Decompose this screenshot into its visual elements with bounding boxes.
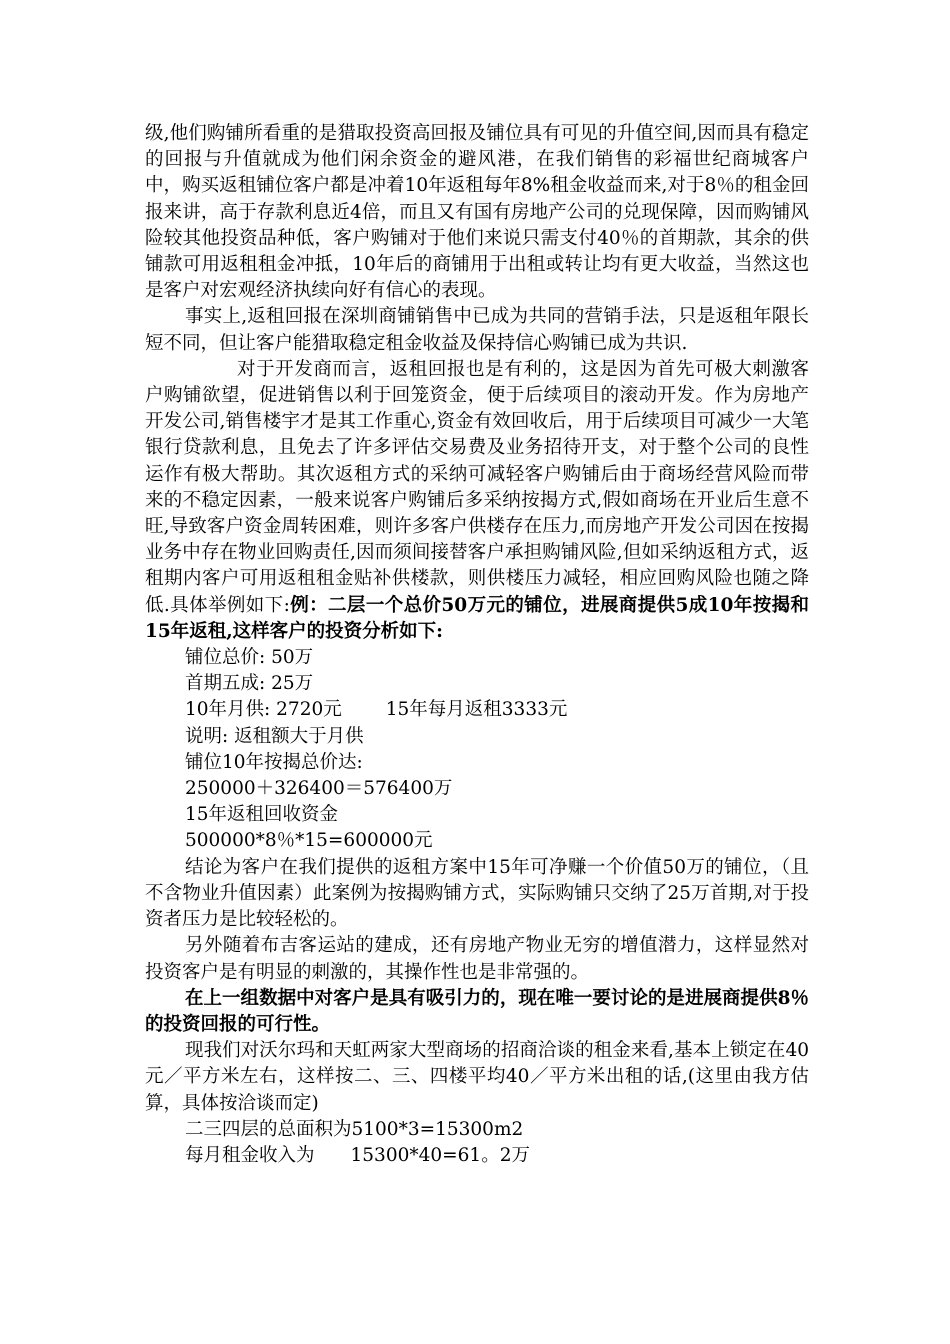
example-payment-row <box>145 697 809 723</box>
example-rent-back-label: 15年返租回收资金 <box>185 804 339 826</box>
area-monthly-income-label: 每月租金收入为 <box>185 1144 315 1166</box>
document-page <box>145 121 809 1169</box>
example-mortgage-total-label: 铺位10年按揭总价达: <box>185 751 363 773</box>
area-monthly-income-row <box>145 1143 809 1169</box>
paragraph-developer-benefit <box>145 357 809 645</box>
example-heading: 例：二层一个总价50万元的铺位，进展商提供5成10年按揭和15年返租,这样客户的投资分析如下: <box>145 594 809 642</box>
paragraph-market-practice: 事实上,返租回报在深圳商铺销售中已成为共同的营销手法，只是返租年限长短不同，但让客户能猎取稳定租金收益及保持信心购铺已成为共识. <box>145 306 809 354</box>
example-note: 说明: 返租额大于月供 <box>185 725 364 747</box>
example-total-price: 铺位总价: 50万 <box>185 647 314 669</box>
area-monthly-income-value: 15300*40=61。2万 <box>350 1144 530 1166</box>
area-total: 二三四层的总面积为5100*3=15300m2 <box>185 1118 524 1140</box>
example-mortgage-total-formula: 250000＋326400＝576400万 <box>185 778 453 800</box>
paragraph-investor-motivation: 级,他们购铺所看重的是猎取投资高回报及铺位具有可见的升值空间,因而具有稳定的回报与升值就成为他们闲余资金的避风港，在我们销售的彩福世纪商城客户中，购买返租铺位客户都是冲着10年返租每年8%租金收益而来,对于8％的租金回报来讲，高于存款利息近4倍，而且又有国有房地产公司的兑现保障，因而购铺风险较其他投资品种低，客户购铺对于他们来说只需支付40％的首期款，其余的供铺款可用返租租金冲抵，10年后的商铺用于出租或转让均有更大收益，当然这也是客户对宏观经济执续向好有信心的表现。 <box>145 123 809 302</box>
example-monthly-rent-back: 15年每月返租3333元 <box>385 699 568 721</box>
paragraph-feasibility-heading: 在上一组数据中对客户是具有吸引力的，现在唯一要讨论的是进展商提供8％的投资回报的可行性。 <box>145 987 809 1035</box>
paragraph-appreciation: 另外随着布吉客运站的建成，还有房地产物业无穷的增值潜力，这样显然对投资客户是有明显的刺激的，其操作性也是非常强的。 <box>145 935 809 983</box>
example-monthly-payment: 10年月供: 2720元 <box>185 699 342 721</box>
example-rent-back-formula: 500000*8％*15=600000元 <box>185 830 433 852</box>
paragraph-rent-estimate: 现我们对沃尔玛和天虹两家大型商场的招商洽谈的租金来看,基本上锁定在40元／平方米左右，这样按二、三、四楼平均40／平方米出租的话,(这里由我方估算，具体按洽谈而定) <box>145 1040 809 1114</box>
paragraph-conclusion: 结论为客户在我们提供的返租方案中15年可净赚一个价值50万的铺位，（且不含物业升值因素）此案例为按揭购铺方式，实际购铺只交纳了25万首期,对于投资者压力是比较轻松的。 <box>145 856 809 931</box>
example-down-payment: 首期五成: 25万 <box>185 673 314 695</box>
paragraph-developer-benefit-text: 对于开发商而言，返租回报也是有利的，这是因为首先可极大刺激客户购铺欲望，促进销售以利于回笼资金，便于后续项目的滚动开发。作为房地产开发公司,销售楼宇才是其工作重心,资金有效回收后，用于后续项目可减少一大笔银行贷款利息，且免去了许多评估交易费及业务招待开支，对于整个公司的良性运作有极大帮助。其次返租方式的采纳可减轻客户购铺后由于商场经营风险而带来的不稳定因素，一般来说客户购铺后多采纳按揭方式,假如商场在开业后生意不旺,导致客户资金周转困难，则许多客户供楼存在压力,而房地产开发公司因在按揭业务中存在物业回购责任,因而须间接替客户承担购铺风险,但如采纳返租方式，返租期内客户可用返租租金贴补供楼款，则供楼压力减轻，相应回购风险也随之降低.具体举例如下: <box>145 358 809 616</box>
